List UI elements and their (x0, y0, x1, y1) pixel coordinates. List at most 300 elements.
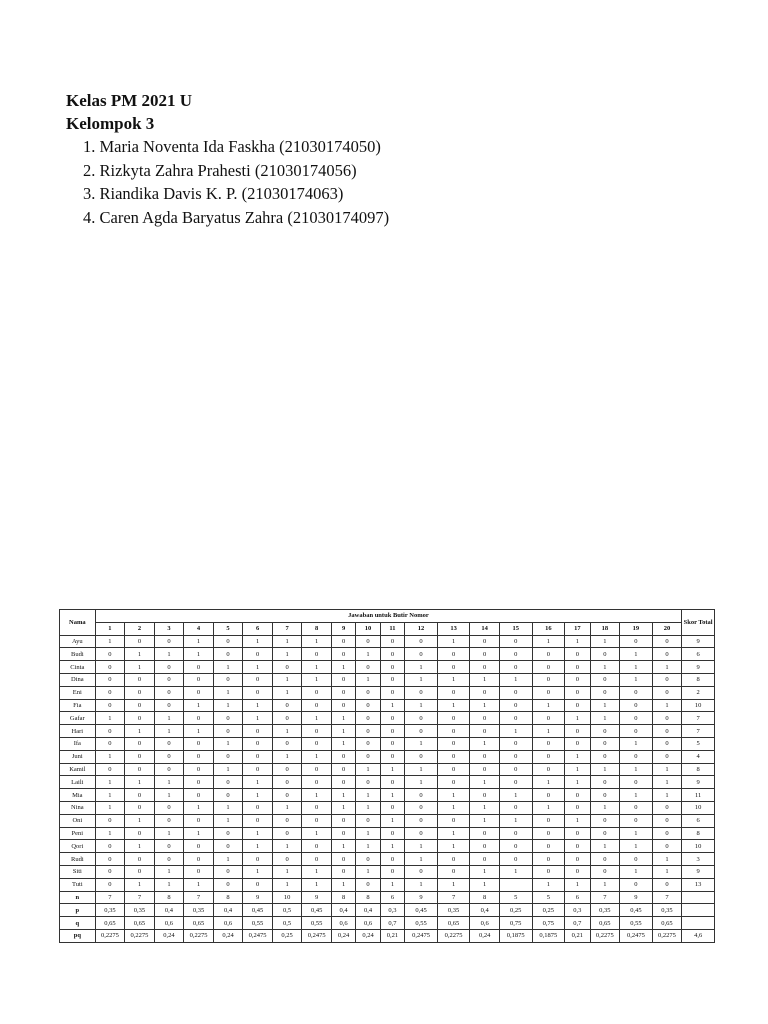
score-cell: 1 (356, 827, 380, 840)
table-row (60, 648, 715, 661)
score-cell: 1 (184, 699, 214, 712)
score-cell: 0 (590, 853, 620, 866)
score-cell: 0 (652, 827, 682, 840)
score-cell: 0 (125, 827, 155, 840)
score-cell: 1 (437, 789, 470, 802)
stat-label: n (60, 891, 96, 904)
document-header (66, 89, 389, 229)
score-cell: 0 (213, 648, 243, 661)
score-cell: 0 (532, 763, 565, 776)
score-cell: 0 (565, 827, 590, 840)
score-cell: 0 (184, 673, 214, 686)
stat-value: 0,24 (213, 929, 243, 942)
score-cell: 0 (331, 827, 355, 840)
stat-value: 0,2475 (302, 929, 332, 942)
stat-value: 7 (125, 891, 155, 904)
score-cell: 1 (302, 878, 332, 891)
score-cell: 0 (95, 763, 125, 776)
stat-value: 9 (243, 891, 273, 904)
score-cell: 1 (470, 776, 500, 789)
score-cell: 0 (405, 827, 438, 840)
stat-value: 0,2475 (620, 929, 653, 942)
score-cell: 0 (356, 750, 380, 763)
score-cell: 0 (356, 686, 380, 699)
score-cell: 1 (470, 878, 500, 891)
score-cell: 1 (302, 635, 332, 648)
score-cell: 0 (652, 635, 682, 648)
score-cell: 0 (590, 673, 620, 686)
score-cell: 1 (405, 840, 438, 853)
score-cell: 0 (380, 776, 404, 789)
score-cell: 1 (302, 827, 332, 840)
item-number-header: 20 (652, 622, 682, 635)
score-cell: 0 (620, 878, 653, 891)
table-row (60, 737, 715, 750)
table-row (60, 635, 715, 648)
score-table-wrapper (59, 609, 715, 943)
stat-row (60, 904, 715, 917)
score-cell: 0 (380, 648, 404, 661)
score-cell: 0 (437, 776, 470, 789)
stat-value: 0,2275 (184, 929, 214, 942)
stat-label: pq (60, 929, 96, 942)
score-cell: 1 (652, 789, 682, 802)
score-cell: 1 (331, 878, 355, 891)
total-header: Skor Total (682, 610, 715, 636)
total-score: 6 (682, 814, 715, 827)
score-cell: 1 (532, 725, 565, 738)
student-name: Ayu (60, 635, 96, 648)
stat-value: 0,55 (243, 917, 273, 930)
score-cell: 0 (620, 853, 653, 866)
score-cell: 1 (154, 648, 184, 661)
score-cell: 1 (213, 814, 243, 827)
score-cell: 0 (620, 776, 653, 789)
score-cell: 0 (272, 737, 302, 750)
score-cell: 0 (620, 635, 653, 648)
score-cell: 1 (95, 776, 125, 789)
score-cell: 0 (470, 789, 500, 802)
score-cell: 1 (272, 635, 302, 648)
stat-value: 0,75 (532, 917, 565, 930)
score-cell: 1 (125, 776, 155, 789)
score-cell: 0 (243, 878, 273, 891)
stat-value: 0,25 (272, 929, 302, 942)
stat-value: 0,24 (470, 929, 500, 942)
score-cell: 1 (302, 661, 332, 674)
score-cell: 0 (302, 840, 332, 853)
student-name: Peni (60, 827, 96, 840)
table-row (60, 827, 715, 840)
score-cell: 0 (380, 673, 404, 686)
item-number-header: 7 (272, 622, 302, 635)
stat-value: 0,45 (243, 904, 273, 917)
score-cell: 1 (590, 878, 620, 891)
stat-value: 7 (437, 891, 470, 904)
score-cell: 0 (331, 853, 355, 866)
score-cell: 0 (470, 648, 500, 661)
score-cell: 0 (125, 763, 155, 776)
score-cell: 1 (470, 814, 500, 827)
score-cell: 1 (620, 865, 653, 878)
score-cell: 0 (437, 686, 470, 699)
student-name: Laili (60, 776, 96, 789)
score-cell: 1 (405, 673, 438, 686)
score-cell: 1 (243, 865, 273, 878)
student-name: Qori (60, 840, 96, 853)
score-cell: 0 (184, 853, 214, 866)
score-cell: 0 (95, 814, 125, 827)
score-cell: 1 (184, 725, 214, 738)
score-cell: 1 (331, 661, 355, 674)
score-cell: 0 (184, 661, 214, 674)
score-cell: 0 (95, 699, 125, 712)
score-cell: 0 (243, 814, 273, 827)
score-cell: 0 (565, 686, 590, 699)
score-cell: 0 (405, 712, 438, 725)
score-cell: 0 (499, 712, 532, 725)
score-cell: 1 (243, 699, 273, 712)
score-cell: 0 (652, 648, 682, 661)
score-cell: 0 (620, 814, 653, 827)
score-cell: 1 (272, 865, 302, 878)
score-cell: 1 (380, 878, 404, 891)
score-cell: 0 (620, 801, 653, 814)
stat-value: 0,65 (95, 917, 125, 930)
total-score: 11 (682, 789, 715, 802)
score-cell: 1 (652, 853, 682, 866)
total-score: 3 (682, 853, 715, 866)
score-cell: 1 (437, 673, 470, 686)
stat-value: 0,2475 (405, 929, 438, 942)
score-cell: 0 (652, 725, 682, 738)
score-cell: 0 (405, 865, 438, 878)
score-cell: 1 (272, 686, 302, 699)
stat-value: 0,6 (213, 917, 243, 930)
score-cell: 1 (405, 776, 438, 789)
score-cell: 0 (213, 750, 243, 763)
table-row (60, 763, 715, 776)
score-cell: 0 (95, 840, 125, 853)
score-cell: 0 (499, 853, 532, 866)
score-cell: 1 (380, 789, 404, 802)
score-cell: 1 (331, 801, 355, 814)
score-cell: 0 (356, 635, 380, 648)
score-cell: 0 (620, 686, 653, 699)
score-cell: 0 (652, 750, 682, 763)
score-cell: 1 (565, 635, 590, 648)
score-cell: 0 (331, 865, 355, 878)
score-cell: 1 (499, 789, 532, 802)
score-cell: 1 (356, 840, 380, 853)
stat-value: 0,4 (470, 904, 500, 917)
score-cell: 0 (532, 840, 565, 853)
score-cell: 1 (565, 712, 590, 725)
score-cell: 1 (243, 776, 273, 789)
score-cell: 0 (499, 699, 532, 712)
score-cell: 1 (565, 776, 590, 789)
stat-value: 0,35 (652, 904, 682, 917)
stat-value: 9 (620, 891, 653, 904)
score-cell: 1 (154, 776, 184, 789)
score-cell: 0 (95, 737, 125, 750)
score-cell: 0 (470, 827, 500, 840)
score-cell: 0 (380, 827, 404, 840)
score-cell: 1 (184, 648, 214, 661)
score-cell: 0 (302, 699, 332, 712)
item-number-header: 1 (95, 622, 125, 635)
score-cell: 1 (590, 763, 620, 776)
score-cell: 1 (154, 865, 184, 878)
stat-value: 0,6 (331, 917, 355, 930)
score-cell: 0 (532, 865, 565, 878)
score-cell: 1 (356, 673, 380, 686)
score-cell: 0 (331, 750, 355, 763)
score-cell: 0 (184, 865, 214, 878)
total-score: 4 (682, 750, 715, 763)
score-cell: 0 (272, 853, 302, 866)
score-cell: 1 (125, 878, 155, 891)
stat-value: 10 (272, 891, 302, 904)
score-cell: 1 (620, 827, 653, 840)
score-cell: 0 (470, 750, 500, 763)
score-cell: 1 (213, 763, 243, 776)
score-cell: 1 (213, 853, 243, 866)
score-cell: 1 (437, 635, 470, 648)
stat-value: 0,75 (499, 917, 532, 930)
score-cell: 0 (590, 789, 620, 802)
score-cell: 0 (532, 648, 565, 661)
score-cell: 0 (272, 827, 302, 840)
score-cell: 0 (125, 686, 155, 699)
score-cell: 0 (213, 865, 243, 878)
score-cell: 0 (154, 801, 184, 814)
stat-value: 0,5 (272, 917, 302, 930)
score-cell: 1 (213, 801, 243, 814)
stat-value: 8 (470, 891, 500, 904)
score-cell: 0 (213, 878, 243, 891)
stat-value: 0,2275 (125, 929, 155, 942)
score-cell: 1 (380, 763, 404, 776)
score-cell: 0 (272, 712, 302, 725)
score-cell: 0 (184, 712, 214, 725)
stat-value: 0,4 (331, 904, 355, 917)
score-cell: 1 (272, 878, 302, 891)
score-cell (499, 878, 532, 891)
score-cell: 0 (620, 750, 653, 763)
student-name: Gafar (60, 712, 96, 725)
score-cell: 1 (213, 737, 243, 750)
member-list (66, 135, 389, 229)
score-cell: 1 (565, 763, 590, 776)
student-name: Siti (60, 865, 96, 878)
score-cell: 0 (302, 686, 332, 699)
score-cell: 0 (437, 737, 470, 750)
score-cell: 0 (590, 814, 620, 827)
score-cell: 0 (565, 853, 590, 866)
stat-value: 0,35 (437, 904, 470, 917)
stat-value: 0,1875 (532, 929, 565, 942)
item-number-header: 14 (470, 622, 500, 635)
stat-value: 7 (184, 891, 214, 904)
score-cell: 1 (380, 814, 404, 827)
score-cell: 1 (272, 648, 302, 661)
score-cell: 0 (125, 853, 155, 866)
stat-value: 0,1875 (499, 929, 532, 942)
score-cell: 1 (95, 789, 125, 802)
score-cell: 1 (437, 699, 470, 712)
student-name: Eni (60, 686, 96, 699)
score-cell: 0 (590, 776, 620, 789)
score-cell: 1 (499, 814, 532, 827)
score-cell: 0 (356, 814, 380, 827)
score-cell: 1 (243, 635, 273, 648)
stat-value: 0,7 (565, 917, 590, 930)
score-cell: 0 (652, 686, 682, 699)
score-cell: 0 (437, 865, 470, 878)
score-cell: 0 (356, 853, 380, 866)
score-cell: 0 (437, 725, 470, 738)
total-score: 10 (682, 699, 715, 712)
score-cell: 1 (356, 801, 380, 814)
score-cell: 0 (499, 801, 532, 814)
total-score: 13 (682, 878, 715, 891)
item-number-header: 4 (184, 622, 214, 635)
score-cell: 0 (652, 712, 682, 725)
table-row (60, 712, 715, 725)
score-cell: 0 (470, 853, 500, 866)
score-cell: 1 (652, 776, 682, 789)
stat-value: 0,2275 (590, 929, 620, 942)
score-cell: 1 (243, 712, 273, 725)
score-cell: 0 (213, 840, 243, 853)
stat-value: 0,24 (331, 929, 355, 942)
score-cell: 0 (331, 648, 355, 661)
score-cell: 0 (356, 699, 380, 712)
score-cell: 0 (470, 661, 500, 674)
score-cell: 1 (590, 840, 620, 853)
score-cell: 0 (184, 750, 214, 763)
stat-value: 0,35 (590, 904, 620, 917)
score-cell: 0 (356, 712, 380, 725)
score-cell: 0 (95, 853, 125, 866)
score-cell: 0 (331, 763, 355, 776)
item-number-header: 19 (620, 622, 653, 635)
table-row (60, 750, 715, 763)
stat-value: 6 (380, 891, 404, 904)
score-cell: 0 (331, 686, 355, 699)
score-cell: 1 (405, 699, 438, 712)
score-cell: 0 (532, 737, 565, 750)
stat-value: 0,65 (652, 917, 682, 930)
item-number-header: 2 (125, 622, 155, 635)
score-cell: 1 (331, 789, 355, 802)
score-cell: 1 (95, 801, 125, 814)
score-cell: 0 (532, 789, 565, 802)
score-cell: 1 (590, 712, 620, 725)
member-item: 1. Maria Noventa Ida Faskha (21030174050) (83, 137, 381, 156)
student-name: Kamil (60, 763, 96, 776)
score-cell: 1 (184, 635, 214, 648)
score-cell: 1 (565, 878, 590, 891)
stat-value: 0,6 (356, 917, 380, 930)
score-cell: 0 (243, 853, 273, 866)
score-cell: 1 (272, 840, 302, 853)
score-cell: 1 (499, 865, 532, 878)
stat-value: 5 (499, 891, 532, 904)
stat-total (682, 917, 715, 930)
score-cell: 1 (437, 878, 470, 891)
item-number-header: 12 (405, 622, 438, 635)
score-cell: 0 (565, 789, 590, 802)
item-number-header: 9 (331, 622, 355, 635)
class-title: Kelas PM 2021 U (66, 91, 193, 110)
score-cell: 1 (532, 776, 565, 789)
score-cell: 0 (499, 763, 532, 776)
item-number-header: 6 (243, 622, 273, 635)
stat-row (60, 917, 715, 930)
student-name: Mia (60, 789, 96, 802)
score-cell: 1 (565, 814, 590, 827)
score-cell: 0 (405, 725, 438, 738)
score-cell: 0 (470, 712, 500, 725)
score-cell: 0 (95, 673, 125, 686)
total-score: 5 (682, 737, 715, 750)
table-row (60, 725, 715, 738)
score-cell: 0 (154, 635, 184, 648)
score-cell: 0 (380, 853, 404, 866)
score-cell: 0 (95, 725, 125, 738)
table-row (60, 840, 715, 853)
score-cell: 0 (213, 827, 243, 840)
score-cell: 1 (302, 750, 332, 763)
score-cell: 0 (302, 763, 332, 776)
stat-value: 8 (154, 891, 184, 904)
score-cell: 1 (405, 763, 438, 776)
score-cell: 0 (272, 789, 302, 802)
score-cell: 1 (125, 840, 155, 853)
score-cell: 0 (532, 673, 565, 686)
stat-value: 0,45 (620, 904, 653, 917)
score-table (59, 609, 715, 943)
table-row (60, 865, 715, 878)
score-cell: 0 (154, 853, 184, 866)
total-score: 9 (682, 635, 715, 648)
score-cell: 1 (380, 840, 404, 853)
item-number-header: 18 (590, 622, 620, 635)
score-cell: 1 (243, 789, 273, 802)
score-cell: 0 (213, 789, 243, 802)
score-cell: 0 (532, 712, 565, 725)
score-cell: 1 (154, 712, 184, 725)
score-cell: 1 (590, 801, 620, 814)
score-cell: 1 (620, 661, 653, 674)
score-cell: 1 (620, 737, 653, 750)
student-name: Nina (60, 801, 96, 814)
stat-value: 0,24 (356, 929, 380, 942)
student-name: Ifa (60, 737, 96, 750)
score-cell: 1 (125, 814, 155, 827)
score-cell: 1 (405, 878, 438, 891)
score-cell: 1 (272, 673, 302, 686)
score-cell: 0 (272, 661, 302, 674)
group-title: Kelompok 3 (66, 114, 155, 133)
score-cell: 0 (405, 814, 438, 827)
score-cell: 0 (499, 840, 532, 853)
table-row (60, 801, 715, 814)
score-cell: 0 (470, 763, 500, 776)
stat-value: 9 (405, 891, 438, 904)
